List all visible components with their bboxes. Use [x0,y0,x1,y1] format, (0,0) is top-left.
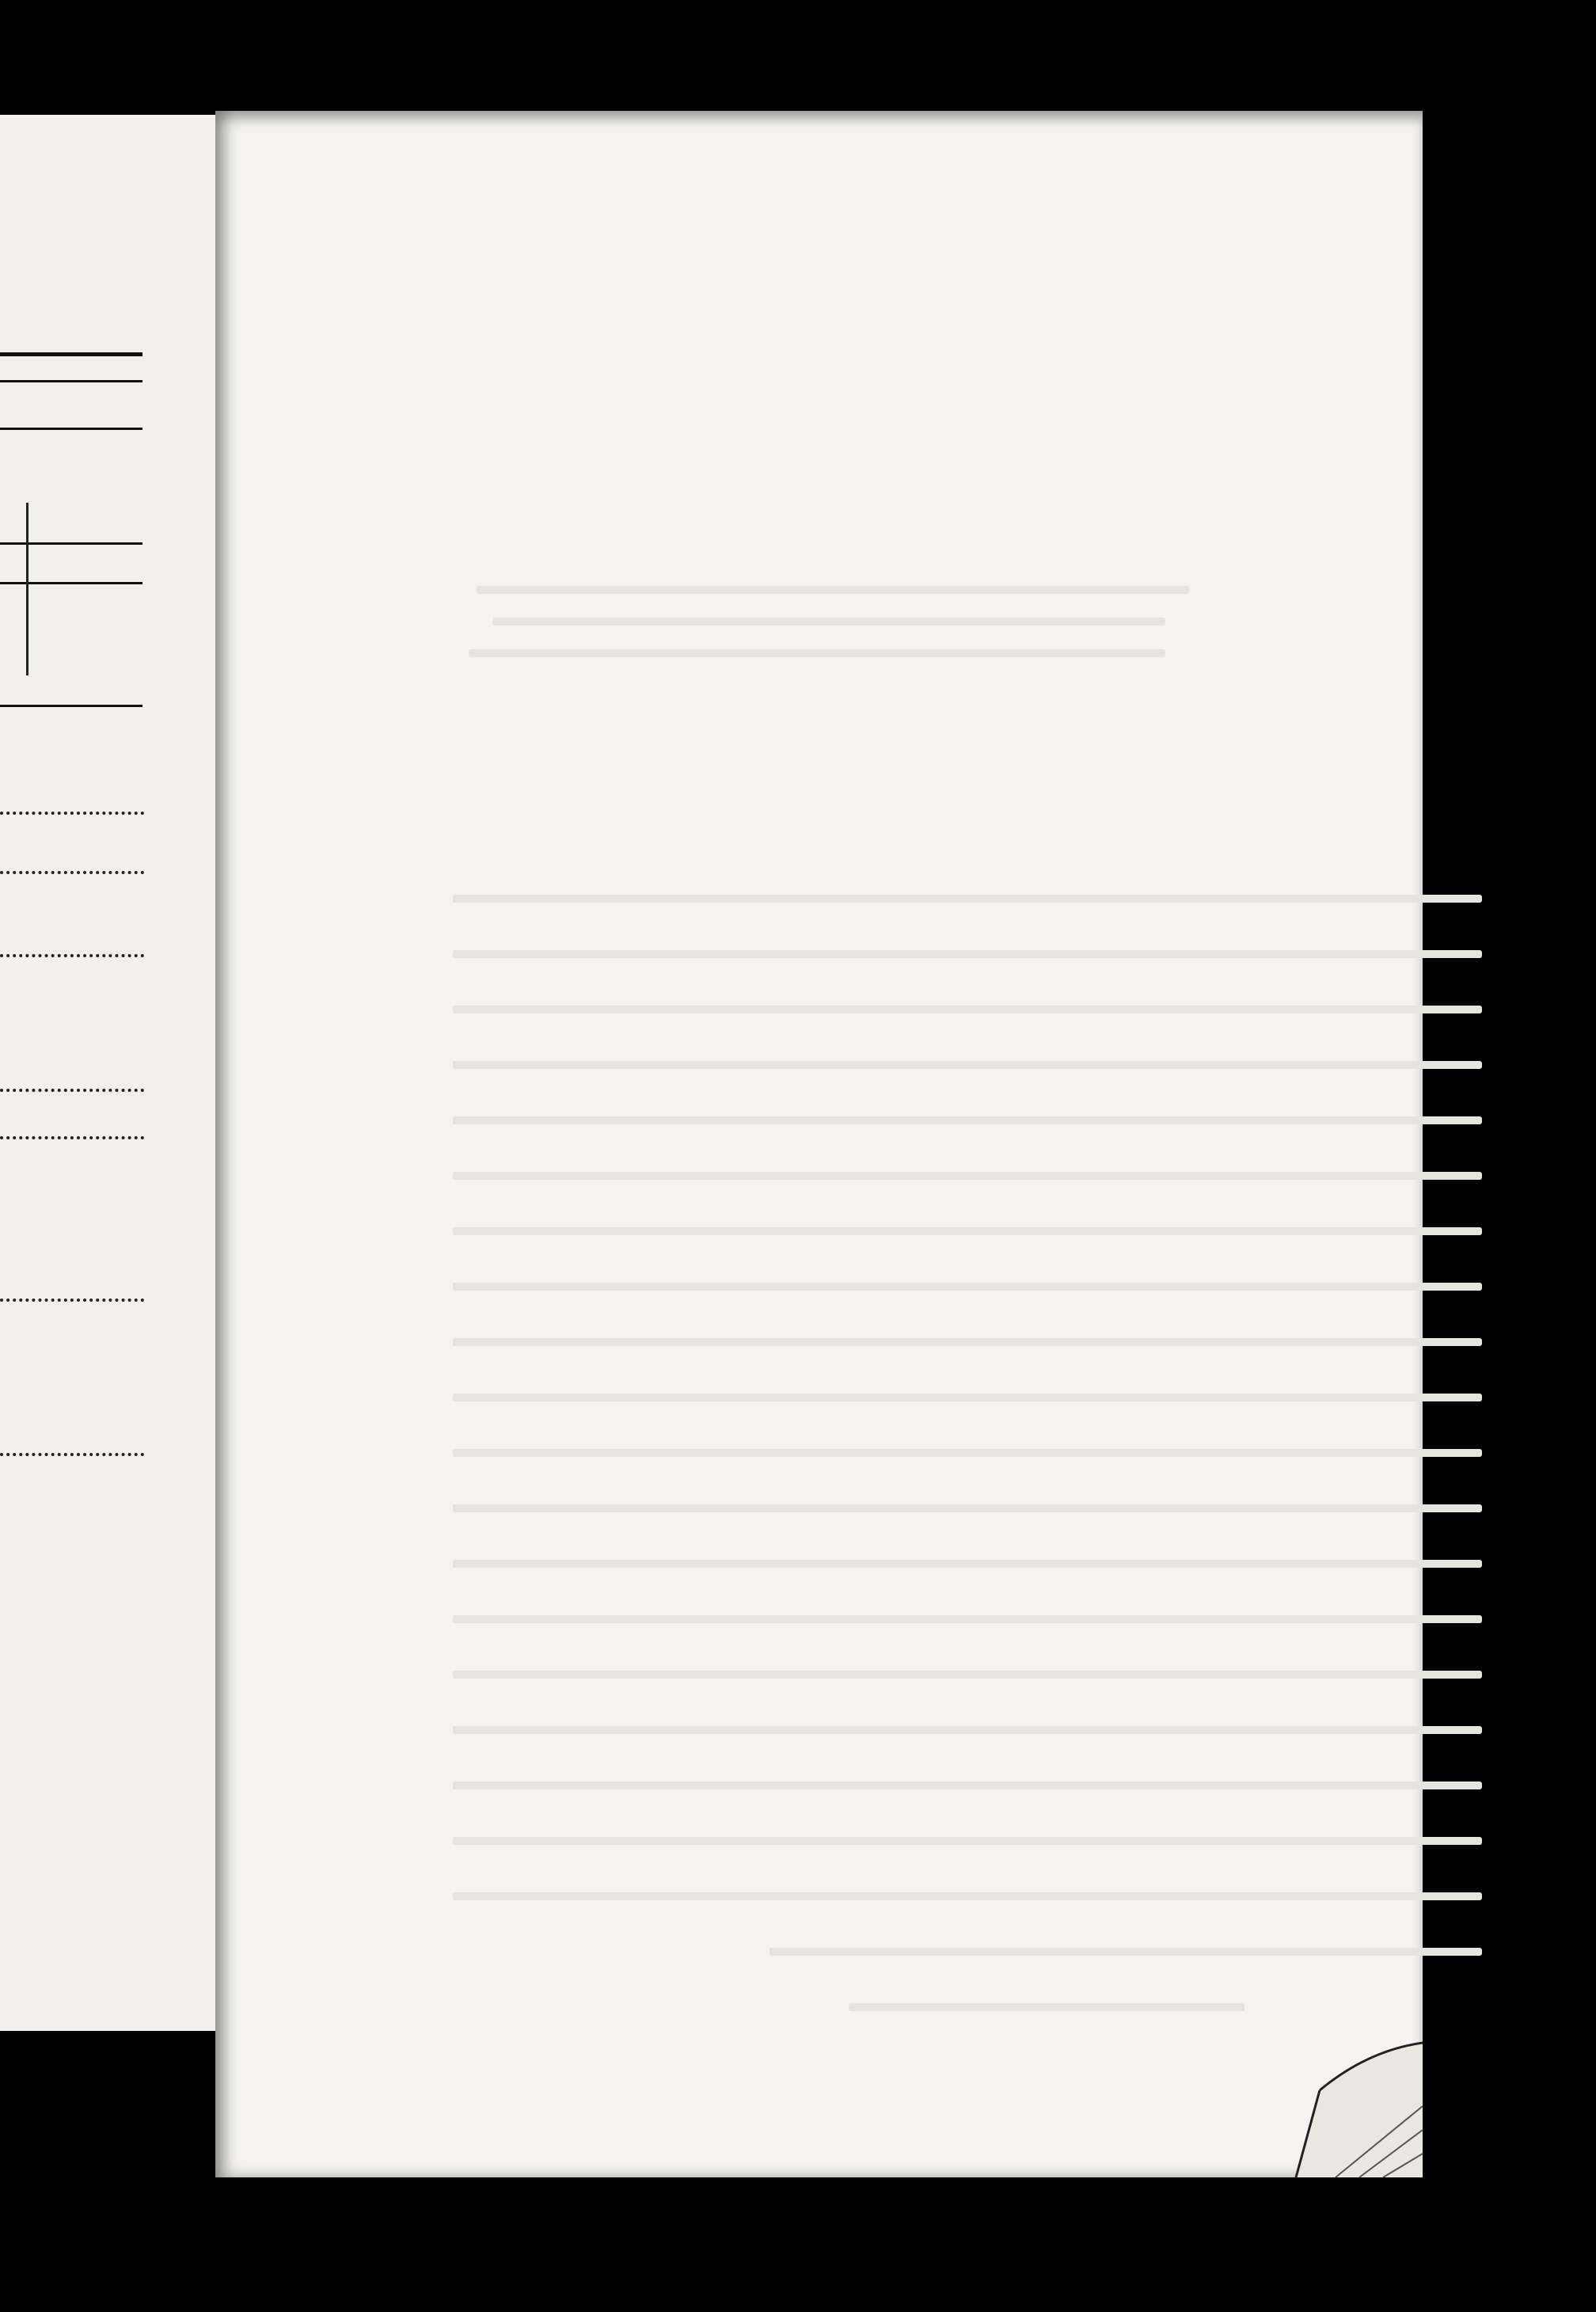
bleed-line [453,1560,1482,1568]
bleed-line [453,1394,1482,1401]
bleed-line [453,1449,1482,1457]
left-rule [0,705,142,707]
left-column-divider [26,503,28,675]
bleed-line [477,586,1189,594]
bleed-line [453,1615,1482,1623]
bleed-line [453,1726,1482,1734]
bleed-through-layer [215,111,1423,2177]
bleed-line [770,1948,1482,1956]
page-corner-curl [1248,1995,1423,2177]
left-dotted-rule [0,871,144,874]
left-page-strip [0,115,226,2031]
bleed-line [453,1227,1482,1235]
bleed-line [453,1283,1482,1291]
bleed-line [453,950,1482,958]
bleed-line [849,2003,1244,2011]
left-rule [0,542,142,545]
bleed-line [453,1061,1482,1069]
left-rule [0,428,142,430]
left-rule [0,352,142,356]
bleed-line [453,1116,1482,1124]
left-dotted-rule [0,1136,144,1139]
memorandum-page [215,111,1423,2177]
bleed-line [453,1006,1482,1013]
left-dotted-rule [0,1089,144,1092]
bleed-line [453,1837,1482,1845]
bleed-line [453,1671,1482,1679]
bleed-line [492,618,1165,626]
left-dotted-rule [0,1453,144,1456]
bleed-line [453,1172,1482,1180]
bleed-line [453,1504,1482,1512]
bleed-line [453,1338,1482,1346]
bleed-line [453,1782,1482,1789]
left-dotted-rule [0,812,144,815]
bleed-line [453,895,1482,903]
left-dotted-rule [0,954,144,957]
left-dotted-rule [0,1299,144,1302]
left-rule [0,582,142,584]
bleed-line [453,1892,1482,1900]
bleed-line [469,649,1165,657]
left-rule [0,380,142,382]
